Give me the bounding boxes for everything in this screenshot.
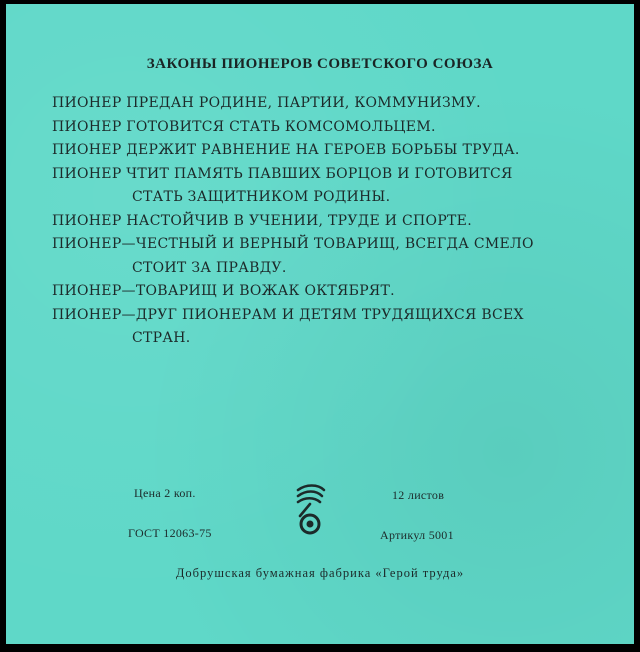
notebook-back-cover	[6, 4, 634, 644]
law-item	[52, 280, 612, 304]
law-text: ПИОНЕР НАСТОЙЧИВ В УЧЕНИИ, ТРУДЕ И СПОРТЕ.	[52, 212, 472, 229]
law-text: ПИОНЕР—ДРУГ ПИОНЕРАМ И ДЕТЯМ ТРУДЯЩИХСЯ ВСЕХ	[52, 306, 524, 323]
gost-label: ГОСТ 12063-75	[128, 526, 212, 540]
law-item	[52, 139, 612, 163]
law-text: ПИОНЕР ДЕРЖИТ РАВНЕНИЕ НА ГЕРОЕВ БОРЬБЫ ТРУДА.	[52, 142, 520, 158]
factory-label: Добрушская бумажная фабрика «Герой труда»	[175, 566, 465, 580]
factory-logo-icon	[292, 482, 328, 538]
article-number-label: Артикул 5001	[380, 528, 454, 542]
law-text: ПИОНЕР ГОТОВИТСЯ СТАТЬ КОМСОМОЛЬЦЕМ.	[52, 118, 436, 135]
page-title: ЗАКОНЫ ПИОНЕРОВ СОВЕТСКОГО СОЮЗА	[146, 56, 494, 72]
pioneer-laws-list	[52, 92, 612, 351]
law-item	[52, 116, 612, 140]
price-label: Цена 2 коп.	[134, 486, 196, 500]
law-item	[52, 163, 612, 210]
law-text: ПИОНЕР ЧТИТ ПАМЯТЬ ПАВШИХ БОРЦОВ И ГОТОВИТСЯ	[52, 165, 513, 182]
law-text-continuation: СТОИТ ЗА ПРАВДУ.	[132, 259, 287, 276]
law-text-continuation: СТРАН.	[132, 330, 191, 346]
law-text: ПИОНЕР—ЧЕСТНЫЙ И ВЕРНЫЙ ТОВАРИЩ, ВСЕГДА СМЕЛО	[52, 236, 534, 252]
law-item	[52, 233, 612, 280]
law-item	[52, 304, 612, 351]
law-text: ПИОНЕР ПРЕДАН РОДИНЕ, ПАРТИИ, КОММУНИЗМУ.	[52, 95, 481, 111]
law-item	[52, 210, 612, 234]
sheet-count-label: 12 листов	[392, 488, 445, 502]
law-text: ПИОНЕР—ТОВАРИЩ И ВОЖАК ОКТЯБРЯТ.	[52, 283, 395, 299]
law-item	[52, 92, 612, 116]
law-text-continuation: СТАТЬ ЗАЩИТНИКОМ РОДИНЫ.	[132, 189, 391, 205]
